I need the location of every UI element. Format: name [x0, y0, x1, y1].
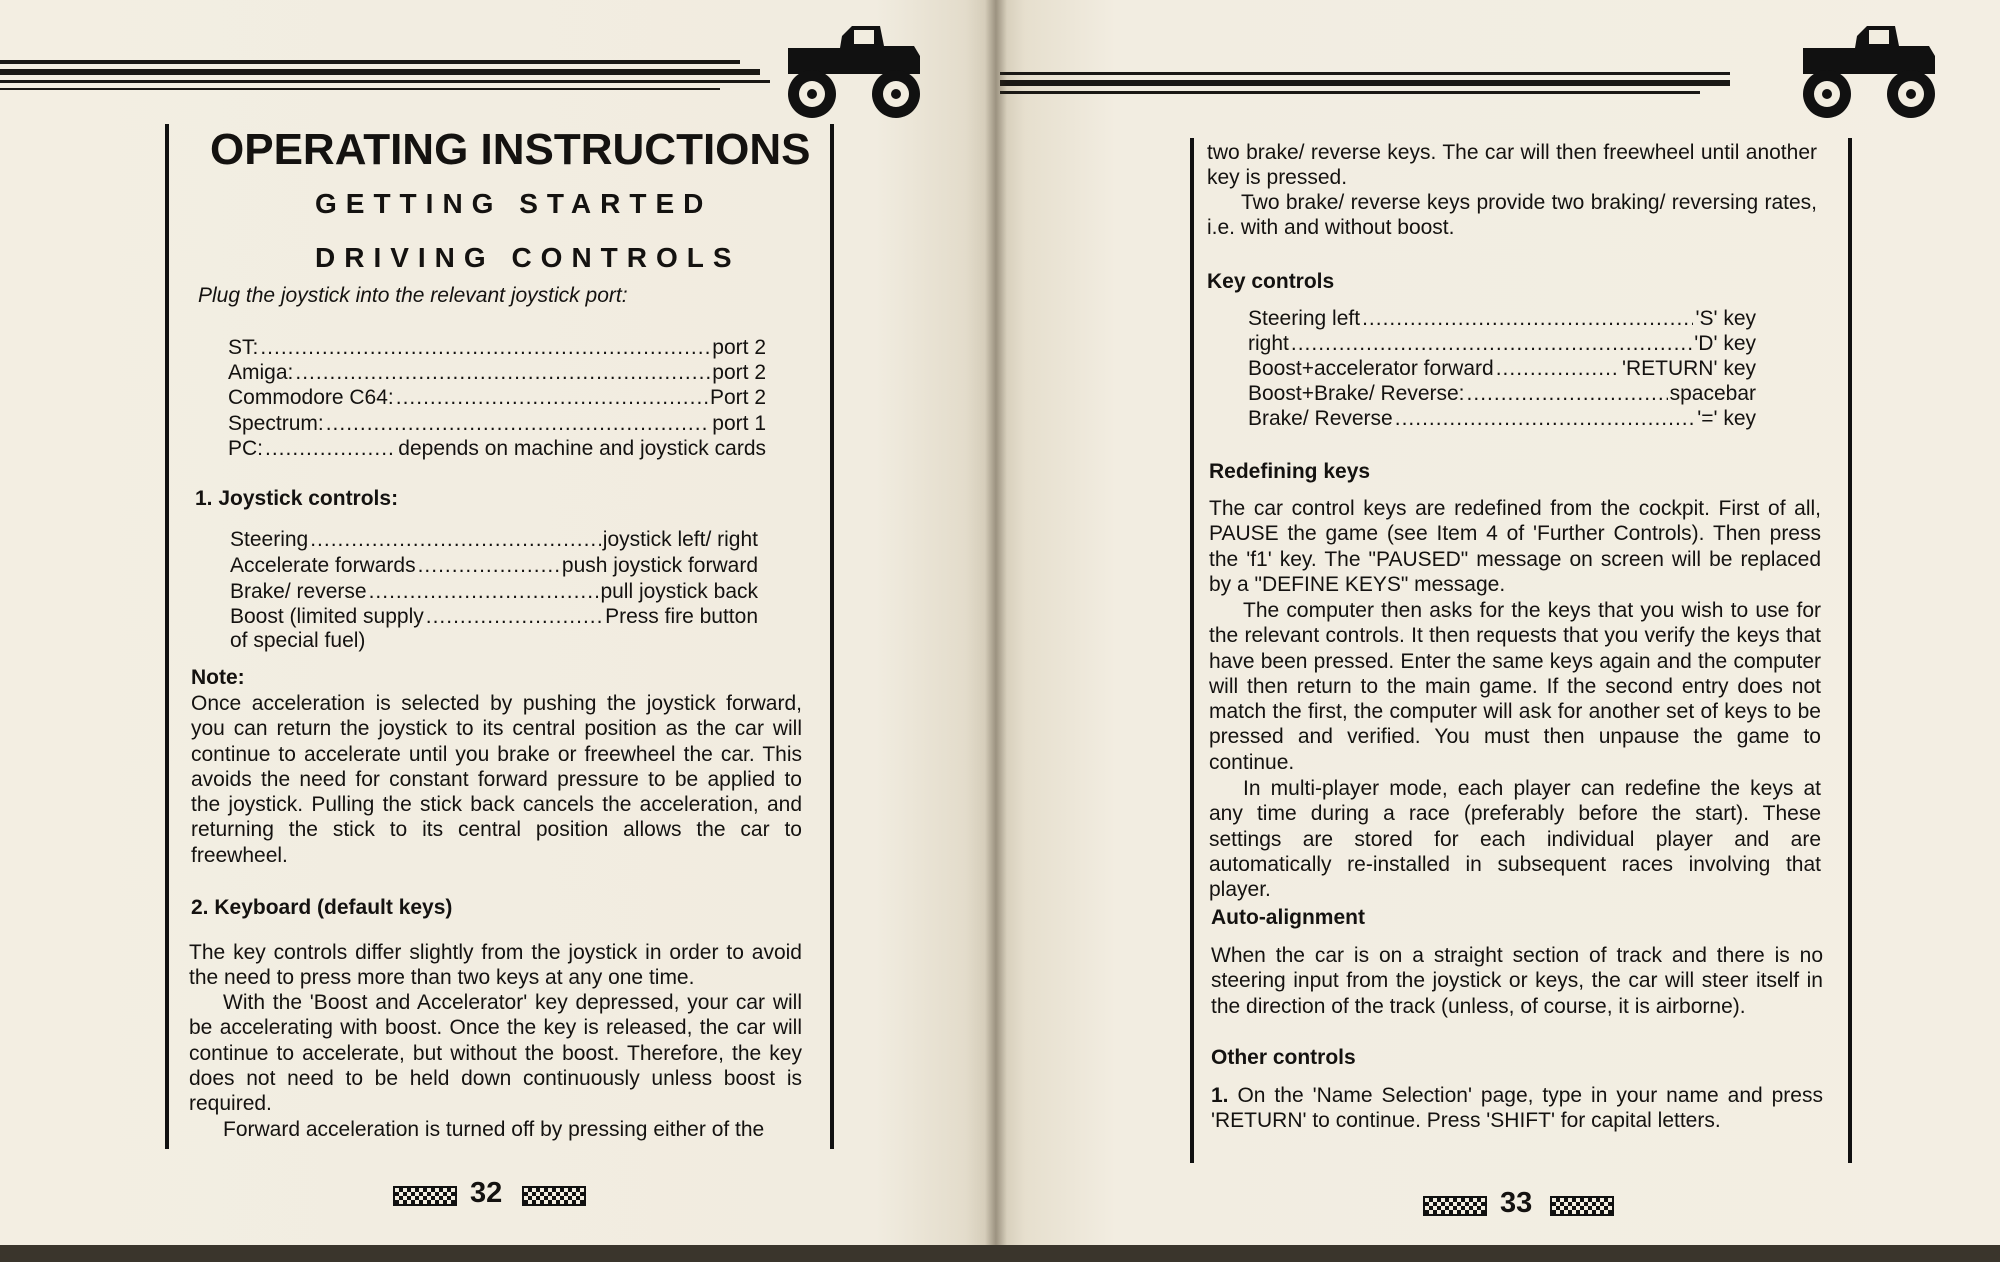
control-row: Steering ..... joystick left/ right: [230, 528, 758, 552]
auto-alignment-paragraph: When the car is on a straight section of track and there is no steering input from the joystick or keys, the car will steer itself in the direction of the track (unless, of course, it is airborne).: [1211, 944, 1823, 1018]
note-paragraph: Once acceleration is selected by pushing the joystick forward, you can return the joystick to its central position as the car will continue to accelerate until you brake or freewheel the car. This avoids the need for constant forward pressure to be applied to the joystick. Pulling the stick back cancels the acceleration, and returning the stick to its central position allows the car to freewheel.: [191, 692, 802, 867]
monster-truck-icon: [780, 22, 930, 122]
joystick-heading: 1. Joystick controls:: [195, 487, 399, 510]
redefining-paragraph: The car control keys are redefined from the cockpit. First of all, PAUSE the game (see Item 4 of 'Further Controls). Then press the 'f1' key. The "PAUSED" message on screen will be replaced by a "DEFINE KEYS" message.: [1209, 497, 1821, 596]
redefining-heading: Redefining keys: [1209, 460, 1371, 483]
keyboard-heading: 2. Keyboard (default keys): [191, 896, 453, 919]
boost-continuation: of special fuel): [230, 629, 366, 652]
keyboard-paragraph: Forward acceleration is turned off by pressing either of the: [223, 1118, 765, 1141]
port-row: Amiga: ..... port 2: [228, 361, 766, 385]
key-row: Brake/ Reverse ..... '=' key: [1248, 407, 1756, 431]
keyboard-paragraph: With the 'Boost and Accelerator' key depressed, your car will be accelerating with boost. Once the key is released, the car will continue to accelerate, but without the boost. Therefore, the key does not need to be held down continuously unless boost is required.: [189, 991, 802, 1116]
control-row: Accelerate forwards ..... push joystick forward: [230, 554, 758, 578]
auto-alignment-heading: Auto-alignment: [1211, 906, 1365, 929]
key-row: Steering left ..... 'S' key: [1248, 307, 1756, 331]
checkered-flag-icon: [522, 1186, 586, 1206]
item-text: On the 'Name Selection' page, type in your name and press 'RETURN' to continue. Press 'SHIFT' for capital letters.: [1211, 1084, 1823, 1133]
checkered-flag-icon: [1550, 1196, 1614, 1216]
book-gutter: [985, 0, 1007, 1262]
control-row: Boost (limited supply ..... Press fire button: [230, 605, 758, 629]
control-row: Brake/ reverse ..... pull joystick back: [230, 580, 758, 604]
item-number: 1.: [1211, 1084, 1229, 1107]
other-controls-heading: Other controls: [1211, 1046, 1356, 1069]
continued-paragraph: Two brake/ reverse keys provide two braking/ reversing rates, i.e. with and without boost.: [1207, 191, 1817, 240]
page-bottom-edge: [0, 1245, 2000, 1262]
key-controls-heading: Key controls: [1207, 270, 1335, 293]
header-speed-lines: [1000, 72, 1730, 112]
port-row: Spectrum: ..... port 1: [228, 412, 766, 436]
keyboard-paragraph: The key controls differ slightly from the joystick in order to avoid the need to press more than two keys at any one time.: [189, 941, 802, 990]
page-title: OPERATING INSTRUCTIONS: [210, 125, 811, 174]
key-row: right ..... 'D' key: [1248, 332, 1756, 356]
redefining-paragraph: The computer then asks for the keys that you wish to use for the relevant controls. It then requests that you verify the keys that have been pressed. Enter the same keys again and the computer will then return to the main game. If the second entry does not match the first, the computer will ask for another set of keys to be pressed and verified. You must then unpause the game to continue.: [1209, 599, 1821, 774]
key-row: Boost+Brake/ Reverse: ..... spacebar: [1248, 382, 1756, 406]
note-heading: Note:: [191, 666, 245, 689]
page-number: 33: [1500, 1187, 1533, 1219]
other-controls-paragraph: [1211, 1083, 1823, 1134]
checkered-flag-icon: [393, 1186, 457, 1206]
checkered-flag-icon: [1423, 1196, 1487, 1216]
port-row: PC: ..... depends on machine and joystick cards: [228, 437, 766, 461]
redefining-paragraph: In multi-player mode, each player can redefine the keys at any time during a race (preferably before the start). These settings are stored for each individual player and are automatically re-installed in subsequent races involving that player.: [1209, 777, 1821, 902]
continued-paragraph: two brake/ reverse keys. The car will then freewheel until another key is pressed.: [1207, 141, 1817, 190]
right-page: [995, 0, 2000, 1262]
intro-text: Plug the joystick into the relevant joystick port:: [198, 284, 628, 307]
header-speed-lines: [0, 60, 780, 100]
left-page: [0, 0, 995, 1262]
monster-truck-icon: [1795, 22, 1945, 122]
subheading-driving-controls: DRIVING CONTROLS: [315, 242, 741, 273]
page-number: 32: [470, 1177, 503, 1209]
key-row: Boost+accelerator forward ..... 'RETURN' key: [1248, 357, 1756, 381]
port-row: ST: ..... port 2: [228, 336, 766, 360]
subheading-getting-started: GETTING STARTED: [315, 188, 713, 219]
port-row: Commodore C64: ..... Port 2: [228, 386, 766, 410]
